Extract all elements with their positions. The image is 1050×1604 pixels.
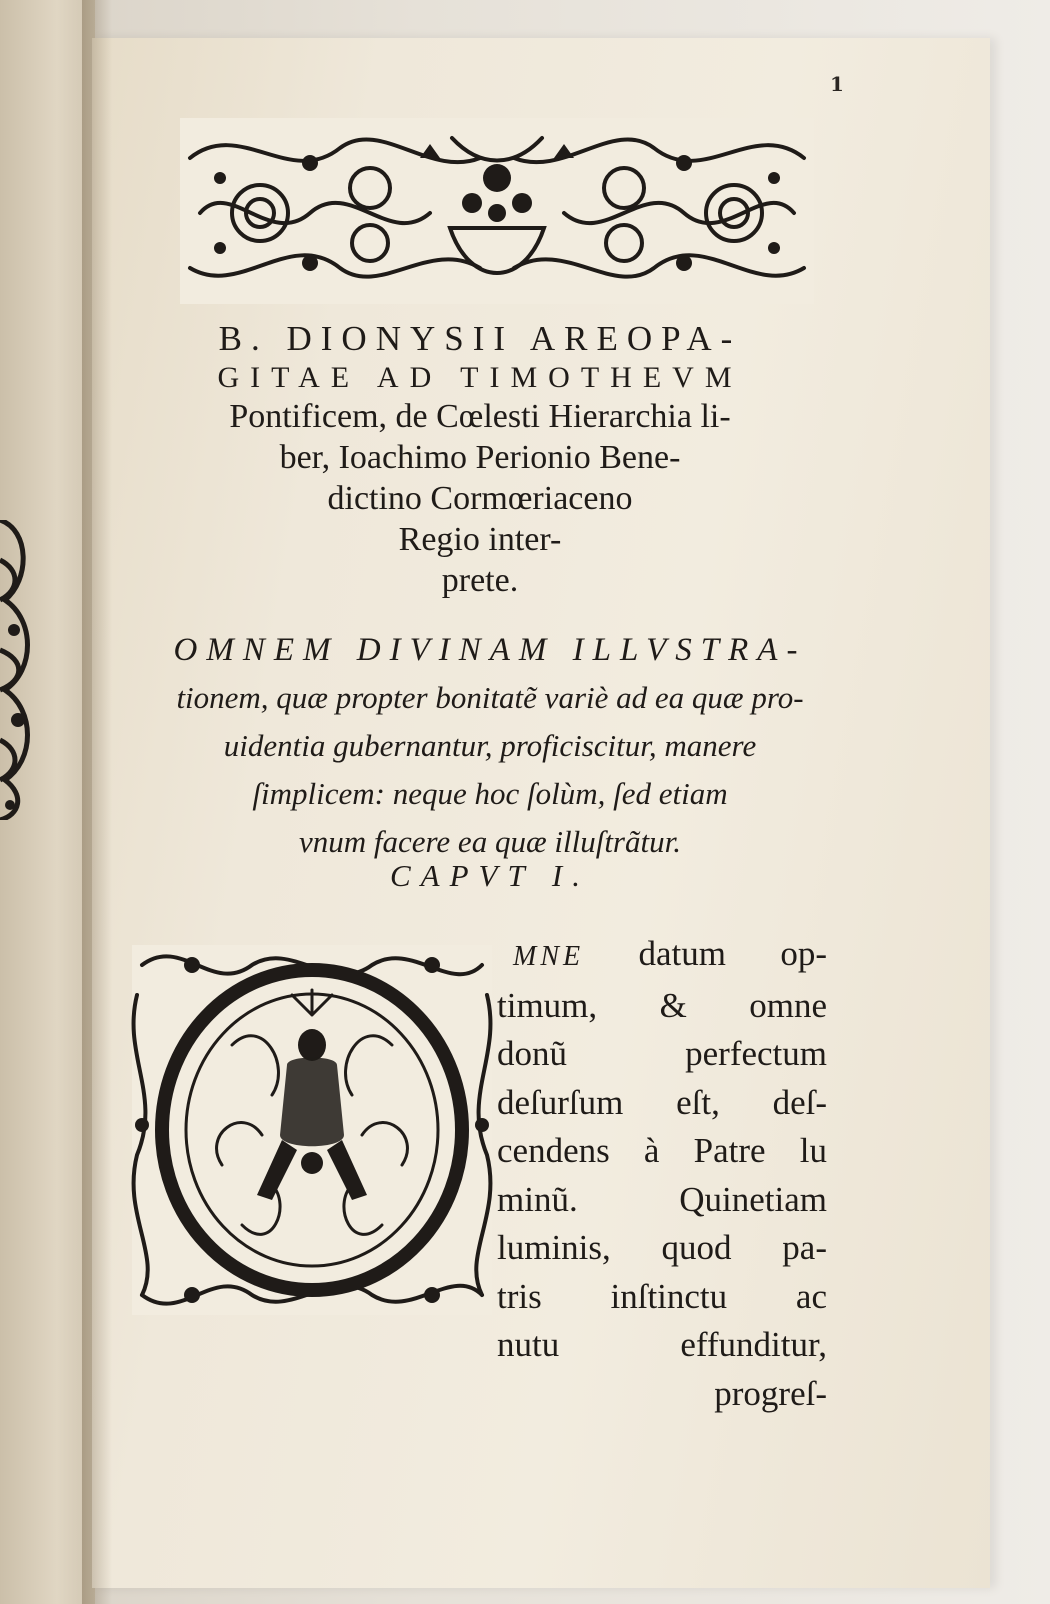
chapter-body-text	[497, 930, 827, 1418]
title-line: GITAE AD TIMOTHEVM	[217, 361, 743, 394]
body-line: progreſ-	[714, 1373, 827, 1413]
title-block	[130, 318, 830, 601]
body-line: donũ perfectum	[497, 1034, 827, 1073]
body-line: tris inſtinctu ac	[497, 1276, 827, 1316]
argument-line: ſimplicem: neque hoc ſolùm, ſed etiam	[252, 776, 728, 811]
body-first-word: MNE	[513, 941, 585, 972]
body-line: MNE datum op-	[513, 934, 827, 973]
title-line: dictino Cormœriaceno	[327, 480, 633, 517]
left-page-ornament-icon	[0, 520, 45, 820]
decorated-initial-icon	[122, 935, 502, 1325]
title-line: ber, Ioachimo Perionio Bene-	[279, 439, 681, 476]
argument-line: tionem, quæ propter bonitatẽ variè ad ea quæ pro-	[176, 680, 804, 715]
chapter-heading: CAPVT I.	[390, 858, 590, 893]
body-line: timum, & omne	[497, 985, 827, 1025]
chapter-argument	[130, 626, 850, 866]
body-line: cendens à Patre lu	[497, 1131, 827, 1170]
body-line: deſurſum eſt, deſ-	[497, 1082, 827, 1122]
title-line: prete.	[441, 562, 519, 599]
argument-line: OMNEM DIVINAM ILLVSTRA-	[173, 632, 807, 668]
argument-line: vnum facere ea quæ illuſtrãtur.	[298, 824, 681, 859]
title-line: B. DIONYSII AREOPA-	[218, 319, 742, 358]
argument-line: uidentia gubernantur, proficiscitur, manere	[223, 728, 757, 763]
page-number: 1	[830, 72, 844, 96]
headpiece-ornament-icon	[180, 118, 814, 304]
body-line: nutu effunditur,	[497, 1325, 827, 1364]
page-gutter-shadow	[82, 0, 112, 1604]
body-line: minũ. Quinetiam	[497, 1179, 827, 1219]
left-page-edge	[0, 0, 95, 1604]
title-line: Regio inter-	[398, 521, 562, 558]
body-line: luminis, quod pa-	[497, 1228, 827, 1267]
title-line: Pontificem, de Cœlesti Hierarchia li-	[229, 398, 731, 435]
